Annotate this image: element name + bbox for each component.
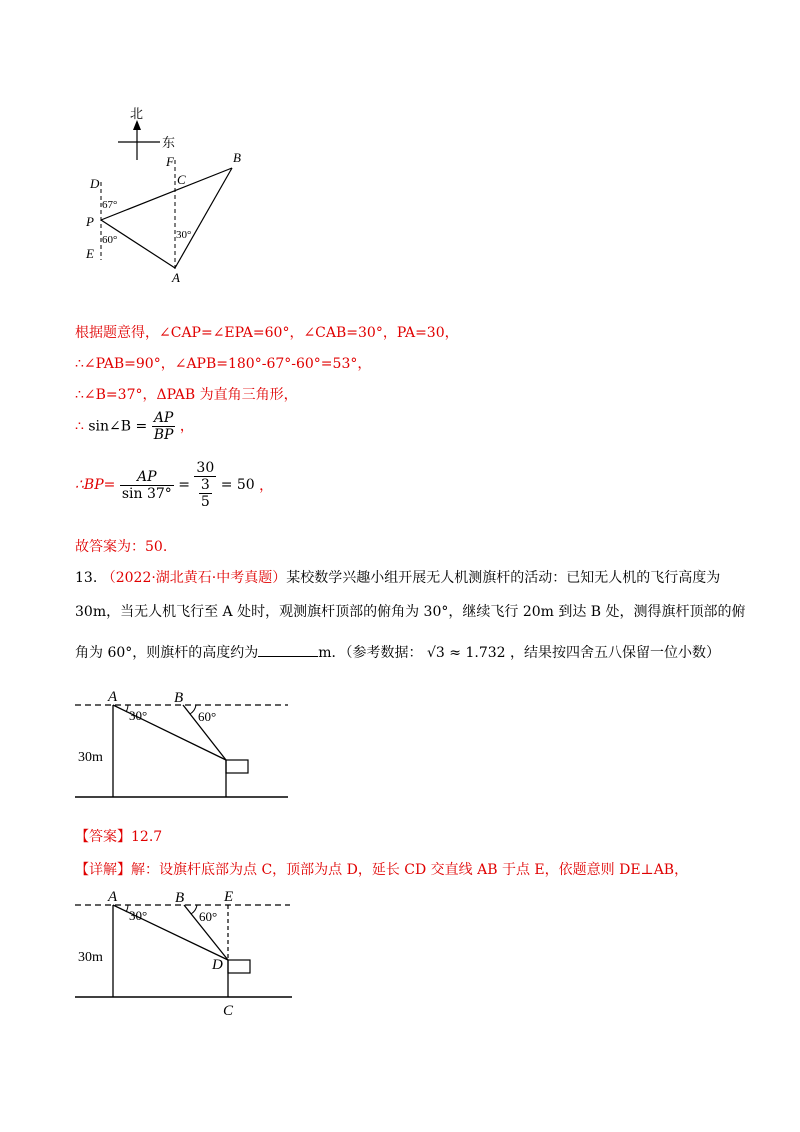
label-B: B — [233, 150, 241, 165]
fig3-label-E: E — [224, 889, 234, 905]
question-text-3b: m．（参考数据： — [318, 645, 423, 661]
question-text-1: 某校数学兴趣小组开展无人机测旗杆的活动：已知无人机的飞行高度为 — [286, 570, 721, 586]
solution-line-2: ∴∠PAB=90°，∠APB=180°-67°-60°=53°， — [75, 356, 372, 372]
solution-answer: 故答案为：50. — [75, 539, 168, 555]
fig3-height: 30m — [78, 950, 103, 965]
question-text-3a: 角为 60°，则旗杆的高度约为 — [75, 645, 259, 661]
fig3-angle-60: 60° — [199, 909, 218, 924]
fig2-angle-60: 60° — [198, 709, 217, 724]
label-A: A — [172, 270, 180, 285]
sin-fraction — [152, 410, 176, 443]
bp-small-den: 5 — [200, 494, 210, 510]
label-P: P — [86, 214, 94, 229]
fig3-label-D: D — [212, 957, 223, 973]
fig3-label-A: A — [108, 889, 118, 905]
angle-30: 30° — [176, 229, 192, 241]
compass-icon — [118, 120, 160, 160]
bp-fraction — [120, 469, 174, 502]
fig2-label-B: B — [174, 690, 184, 706]
solution-bp-formula — [75, 460, 273, 510]
question-text-3c: ，结果按四舍五八保留一位小数） — [510, 645, 720, 661]
fig2-angle-30: 30° — [129, 708, 148, 723]
detail-text: 解：设旗杆底部为点 C，顶部为点 D，延长 CD 交直线 AB 于点 E，依题意则 DE⊥AB， — [131, 862, 689, 878]
angle-67: 67° — [102, 199, 118, 211]
bp-eq1: = — [178, 477, 190, 493]
answer-blank — [258, 644, 318, 657]
fig3-label-C: C — [223, 1003, 234, 1019]
figure-drone-flagpole — [70, 685, 300, 805]
detail-line — [75, 859, 688, 879]
solution-line-3: ∴∠B=37°，ΔPAB 为直角三角形， — [75, 387, 298, 403]
fig2-height: 30m — [78, 750, 103, 765]
bp-fraction-num: AP — [120, 469, 174, 486]
bp-big-den — [194, 477, 216, 510]
question-13-line-3 — [75, 642, 720, 662]
bp-big-num: 30 — [196, 460, 215, 476]
sin-expression: sin∠B = — [88, 418, 148, 435]
bp-label: ∴BP= — [75, 477, 116, 493]
sin-fraction-den: BP — [153, 427, 174, 443]
north-label: 北 — [130, 106, 144, 121]
question-source: （2022·湖北黄石·中考真题） — [101, 570, 287, 586]
label-D: D — [90, 176, 100, 191]
solution-line-1: 根据题意得，∠CAP=∠EPA=60°，∠CAB=30°，PA=30， — [75, 325, 459, 341]
bp-small-fraction — [199, 477, 212, 510]
bp-fraction-den: sin 37° — [121, 485, 172, 502]
therefore-symbol: ∴ — [75, 418, 84, 435]
fig2-label-A: A — [108, 689, 118, 705]
bp-comma: ， — [259, 478, 274, 494]
label-E: E — [86, 246, 94, 261]
bp-eq2: = 50 — [220, 477, 255, 493]
question-13-line-2: 30m，当无人机飞行至 A 处时，观测旗杆顶部的俯角为 30°，继续飞行 20m 到达 B 处，测得旗杆顶部的俯 — [75, 604, 746, 620]
solution-sin-formula — [75, 410, 194, 443]
label-F: F — [166, 154, 174, 169]
east-label: 东 — [162, 135, 176, 150]
sin-fraction-num: AP — [152, 410, 176, 427]
figure-drone-flagpole-solution — [70, 885, 310, 1020]
question-13-line-1 — [75, 567, 720, 587]
sin-comma: ， — [179, 418, 194, 435]
bp-big-fraction — [194, 460, 216, 510]
fig3-angle-30: 30° — [129, 908, 148, 923]
bp-small-num: 3 — [200, 477, 210, 493]
fig3-label-B: B — [175, 890, 185, 906]
answer-label: 【答案】12.7 — [75, 829, 163, 845]
label-C: C — [177, 172, 186, 187]
sqrt-value: √3 ≈ 1.732 — [427, 645, 506, 661]
angle-60: 60° — [102, 234, 118, 246]
detail-label: 【详解】 — [75, 862, 131, 878]
figure-direction-triangle — [80, 100, 280, 290]
question-number: 13. — [75, 570, 98, 586]
